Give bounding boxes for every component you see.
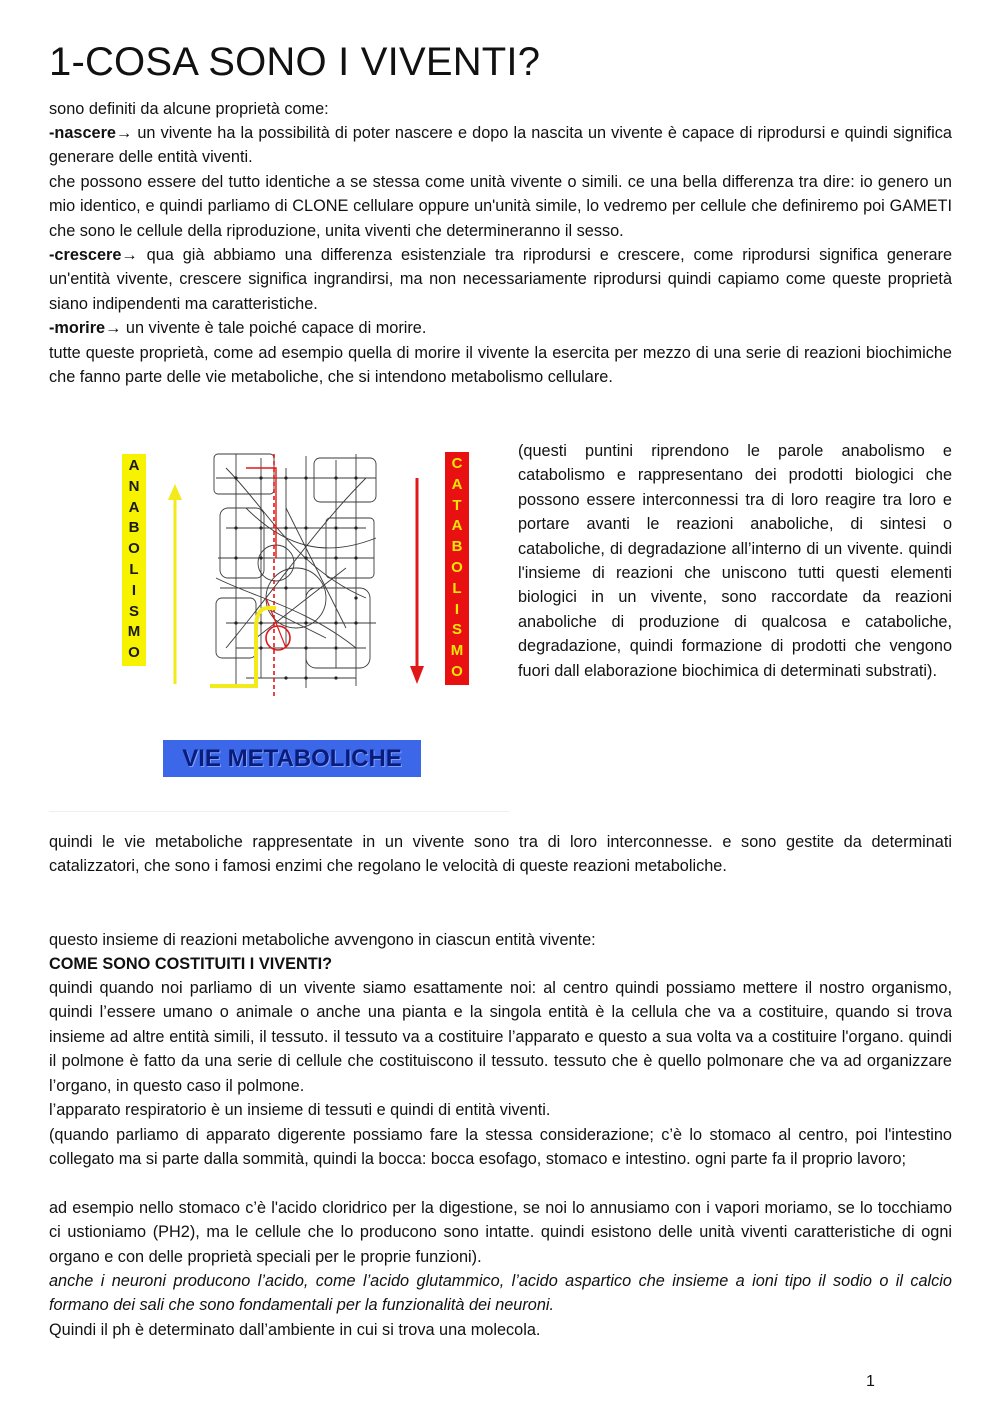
clone-paragraph: che possono essere del tutto identiche a se stessa come unità vivente o simili. ce una bella differenza tra dire: io genero un mio identico, e quindi parliamo di CLONE cellulare oppure un'unità simile, lo vedremo per cellule che definiremo poi GAMETI che sono le cellule della riproduzione, unita viventi che determineranno il sesso.	[49, 173, 952, 240]
catabolism-letter: M	[450, 642, 464, 660]
neurons-text: anche i neuroni producono l’acido, come l’acido glutammico, l’acido aspartico che insieme a ioni tipo il sodio o il calcio formano dei sali che sono fondamentali per la funzionalità dei neuroni.	[49, 1272, 952, 1315]
neurons-paragraph	[49, 1269, 952, 1318]
nascere-text: un vivente ha la possibilità di poter nascere e dopo la nascita un vivente è capace di riprodursi e quindi significa generare delle entità viventi.	[49, 124, 952, 167]
morire-term: -morire→	[49, 319, 122, 337]
intro-line: sono definiti da alcune proprietà come:	[49, 100, 329, 118]
anabolism-letter: S	[128, 602, 139, 620]
catabolism-label	[445, 452, 469, 685]
catabolism-letter: C	[451, 455, 463, 472]
organism-paragraph: quindi quando noi parliamo di un vivente siamo esattamente noi: al centro quindi possiamo mettere il nostro organismo, quindi l’essere umano o animale o anche una pianta e la singola entità è la cellula che va a costituire, quando si trova insieme ad altre entità simili, il tessuto. il tessuto va a costituire l’apparato e questo a sua volta va a costituire l'organo. quindi il polmone è fatto da una serie di cellule che costituiscono il tessuto. tessuto che è quello polmonare che va ad organizzare l’organo, in questo caso il polmone.	[49, 979, 952, 1095]
catabolism-letter: A	[451, 517, 463, 535]
anabolism-letter: M	[127, 623, 141, 641]
anabolism-label	[122, 454, 146, 666]
crescere-term: -crescere→	[49, 246, 138, 264]
digestive-paragraph: (quando parliamo di apparato digerente possiamo fare la stessa considerazione; c’è lo stomaco al centro, poi l'intestino collegato ma si parte dalla sommità, quindi la bocca: bocca esofago, stomaco e intestino. ogni parte fa il proprio lavoro;	[49, 1126, 952, 1169]
catabolism-letter: A	[451, 475, 463, 493]
morire-paragraph	[49, 316, 952, 340]
anabolism-letter: B	[128, 519, 140, 537]
respiratory-line: l’apparato respiratorio è un insieme di tessuti e quindi di entità viventi.	[49, 1101, 551, 1119]
anabolism-letter: L	[129, 560, 139, 578]
morire-text: un vivente è tale poiché capace di morire.	[121, 319, 427, 337]
metabolic-pathways-figure	[110, 440, 490, 710]
catabolism-letter: I	[454, 600, 460, 618]
page-number: 1	[866, 1373, 875, 1390]
anabolism-letter: A	[128, 457, 140, 474]
catabolism-letter: B	[451, 538, 463, 556]
catabolism-letter: O	[451, 558, 463, 576]
enzymes-paragraph: quindi le vie metaboliche rappresentate in un vivente sono tra di loro interconnesse. e sono gestite da determinati catalizzatori, che sono i famosi enzimi che regolano le velocità di queste reazioni metaboliche.	[49, 833, 952, 876]
stomach-paragraph: ad esempio nello stomaco c’è l'acido cloridrico per la digestione, se noi lo annusiamo con i vapori moriamo, se lo tocchiamo ci ustioniamo (PH2), ma le cellule che lo producono sono intatte. quindi esistono delle unità viventi caratteristiche di ogni organo e con delle proprietà speciali per le proprie funzioni).	[49, 1199, 952, 1266]
ph-line: Quindi il ph è determinato dall’ambiente in cui si trova una molecola.	[49, 1321, 541, 1339]
nascere-term: -nascere→	[49, 124, 133, 142]
page-title: 1-COSA SONO I VIVENTI?	[49, 40, 541, 84]
red-down-arrow	[410, 478, 424, 684]
yellow-up-arrow	[168, 484, 182, 684]
anabolism-letter: O	[128, 644, 140, 662]
figure-caption: (questi puntini riprendono le parole anabolismo e catabolismo e rappresentano dei prodotti biologici che possono essere interconnessi tra di loro reagire tra loro e portare avanti le reazioni anaboliche, di sintesi o cataboliche, di degradazione all’interno di un vivente. quindi l'insieme di reazioni che uniscono tutti questi elementi biologici in un vivente, sono raccordate da reazioni anaboliche di produzione di qualcosa e cataboliche, degradazione, quindi formazione di prodotti che vengono fuori dall elaborazione biochimica di determinati substrati).	[518, 442, 952, 680]
catabolism-letter: L	[452, 579, 462, 597]
crescere-text: qua già abbiamo una differenza esistenziale tra riprodursi e crescere, come riprodursi significa generare un'entità vivente, crescere significa ingrandirsi, ma non necessariamente riprodursi quindi capiamo come queste proprietà siano indipendenti ma caratteristiche.	[49, 246, 952, 313]
anabolism-letter: N	[128, 477, 140, 495]
crescere-paragraph	[49, 243, 952, 316]
anabolism-letter: A	[128, 498, 140, 516]
catabolism-letter: S	[451, 621, 462, 639]
anabolism-letter: O	[128, 540, 140, 558]
nascere-paragraph	[49, 121, 952, 170]
catabolism-letter: T	[452, 496, 462, 514]
divider	[49, 811, 509, 812]
reactions-line: questo insieme di reazioni metaboliche avvengono in ciascun entità vivente:	[49, 931, 596, 949]
catabolism-letter: O	[451, 662, 463, 680]
section-heading: COME SONO COSTITUITI I VIVENTI?	[49, 955, 333, 973]
metabolism-paragraph: tutte queste proprietà, come ad esempio quella di morire il vivente la esercita per mezzo di una serie di reazioni biochimiche che fanno parte delle vie metaboliche, che si intendono metabolismo cellulare.	[49, 344, 952, 387]
metabolic-network-diagram	[206, 448, 386, 698]
vie-metaboliche-banner: VIE METABOLICHE	[163, 740, 421, 777]
anabolism-letter: I	[131, 581, 137, 599]
